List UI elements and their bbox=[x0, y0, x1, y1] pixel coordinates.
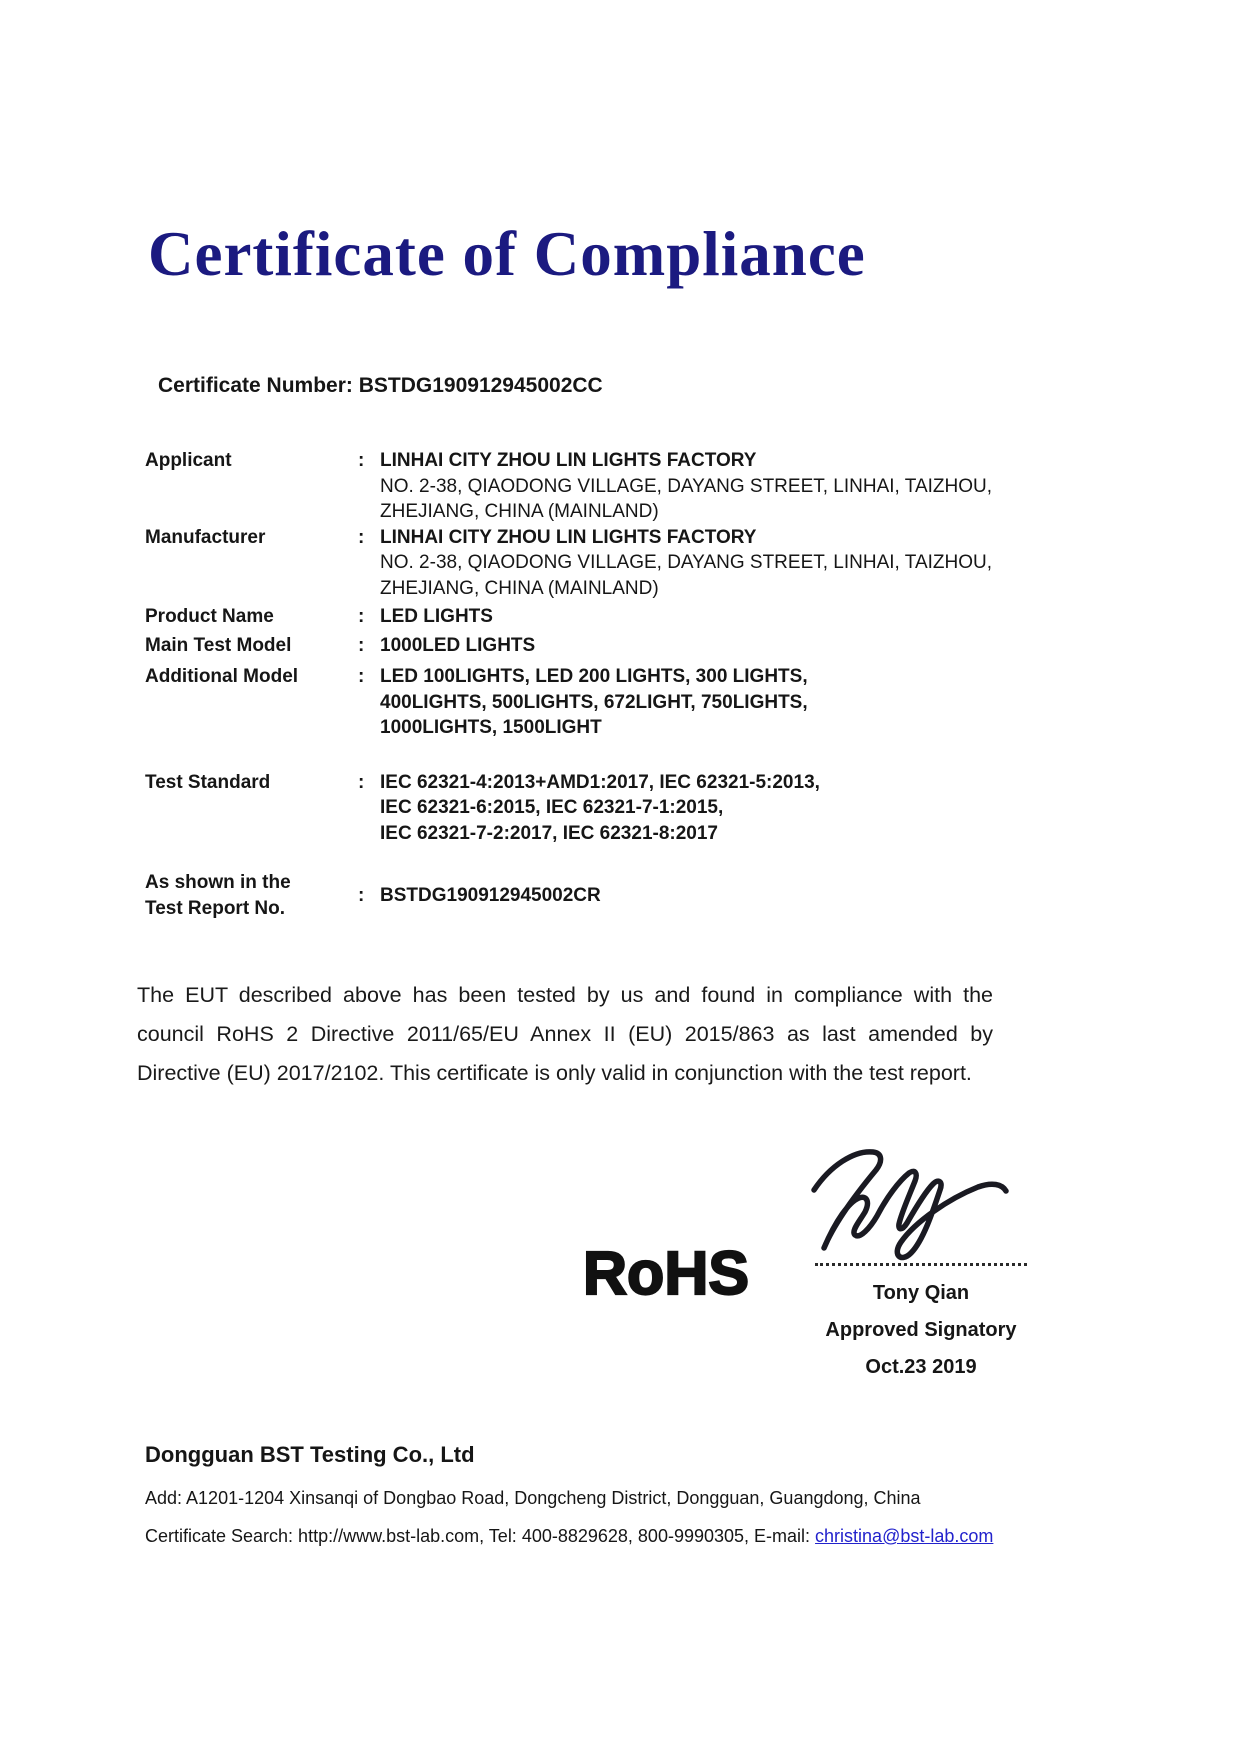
signatory-name: Tony Qian bbox=[872, 1282, 970, 1304]
field-value bbox=[380, 770, 1015, 847]
manufacturer-address-1: NO. 2-38, QIAODONG VILLAGE, DAYANG STREET, LINHAI, TAIZHOU, bbox=[380, 552, 993, 573]
test-standard-line-2: IEC 62321-6:2015, IEC 62321-7-1:2015, bbox=[380, 797, 724, 818]
field-row-main-test-model bbox=[145, 633, 1015, 659]
rohs-logo: RoHS bbox=[583, 1239, 750, 1307]
certificate-title: Certificate of Compliance bbox=[148, 219, 866, 289]
field-row-test-standard bbox=[145, 770, 1015, 847]
manufacturer-name: LINHAI CITY ZHOU LIN LIGHTS FACTORY bbox=[380, 526, 757, 548]
field-row-manufacturer bbox=[145, 525, 1015, 602]
field-colon: : bbox=[358, 634, 365, 656]
field-value bbox=[380, 664, 1015, 741]
additional-model-line-3: 1000LIGHTS, 1500LIGHT bbox=[380, 717, 602, 738]
certificate-number-line bbox=[158, 374, 603, 398]
field-value bbox=[380, 604, 1015, 630]
field-colon: : bbox=[358, 771, 365, 793]
field-colon: : bbox=[358, 666, 365, 687]
issuer-company-name: Dongguan BST Testing Co., Ltd bbox=[145, 1442, 475, 1467]
compliance-statement: The EUT described above has been tested by us and found in compliance with the council RoHS 2 Directive 2011/65/EU Annex II (EU) 2015/863 as last amended by Directive (EU) 2017/2102. This certificate is only valid in conjunction with the test report. bbox=[137, 983, 993, 1085]
field-colon: : bbox=[358, 884, 365, 906]
field-colon: : bbox=[358, 526, 365, 548]
product-name-value: LED LIGHTS bbox=[380, 606, 493, 627]
issuer-address: Add: A1201-1204 Xinsanqi of Dongbao Road, Dongcheng District, Dongguan, Guangdong, China bbox=[145, 1488, 921, 1508]
field-row-additional-model bbox=[145, 664, 1015, 741]
signatory-block bbox=[805, 1252, 1037, 1379]
issuer-footer bbox=[145, 1442, 1105, 1547]
issuer-email-link[interactable]: christina@bst-lab.com bbox=[815, 1526, 994, 1546]
signatory-role: Approved Signatory bbox=[825, 1319, 1017, 1341]
certificate-search-text: Certificate Search: http://www.bst-lab.com, Tel: 400-8829628, 800-9990305, E-mail: bbox=[145, 1526, 811, 1546]
certificate-number-label: Certificate Number: bbox=[158, 374, 353, 397]
field-colon: : bbox=[358, 606, 365, 627]
field-label bbox=[145, 870, 358, 921]
field-label: Applicant bbox=[145, 450, 232, 471]
signature-dotted-line bbox=[815, 1252, 1027, 1266]
applicant-name: LINHAI CITY ZHOU LIN LIGHTS FACTORY bbox=[380, 450, 757, 471]
test-standard-line-3: IEC 62321-7-2:2017, IEC 62321-8:2017 bbox=[380, 822, 719, 844]
field-value bbox=[380, 883, 1015, 909]
main-test-model-value: 1000LED LIGHTS bbox=[380, 634, 536, 656]
certificate-number-value: BSTDG190912945002CC bbox=[358, 374, 603, 397]
field-value bbox=[380, 633, 1015, 659]
additional-model-line-2: 400LIGHTS, 500LIGHTS, 672LIGHT, 750LIGHTS, bbox=[380, 691, 808, 713]
applicant-address-1: NO. 2-38, QIAODONG VILLAGE, DAYANG STREET, LINHAI, TAIZHOU, bbox=[380, 475, 993, 497]
field-value bbox=[380, 448, 1015, 525]
additional-model-line-1: LED 100LIGHTS, LED 200 LIGHTS, 300 LIGHTS, bbox=[380, 666, 808, 687]
field-label: Test Standard bbox=[145, 771, 271, 793]
field-label: Manufacturer bbox=[145, 526, 266, 548]
field-label: Product Name bbox=[145, 606, 274, 627]
test-standard-line-1: IEC 62321-4:2013+AMD1:2017, IEC 62321-5:2013, bbox=[380, 771, 820, 793]
manufacturer-address-2: ZHEJIANG, CHINA (MAINLAND) bbox=[380, 577, 659, 599]
field-label: Additional Model bbox=[145, 666, 299, 687]
field-row-applicant bbox=[145, 448, 1015, 525]
field-value bbox=[380, 525, 1015, 602]
field-colon: : bbox=[358, 450, 365, 471]
certificate-search-line bbox=[145, 1526, 1105, 1547]
test-report-number-value: BSTDG190912945002CR bbox=[380, 884, 601, 906]
test-report-label-line-2: Test Report No. bbox=[145, 897, 286, 919]
field-table bbox=[145, 448, 1015, 921]
field-row-test-report-no bbox=[145, 870, 1015, 921]
field-row-product-name bbox=[145, 604, 1015, 630]
applicant-address-2: ZHEJIANG, CHINA (MAINLAND) bbox=[380, 501, 659, 522]
test-report-label-line-1: As shown in the bbox=[145, 872, 291, 893]
signature-date: Oct.23 2019 bbox=[865, 1356, 977, 1378]
field-label: Main Test Model bbox=[145, 634, 292, 656]
